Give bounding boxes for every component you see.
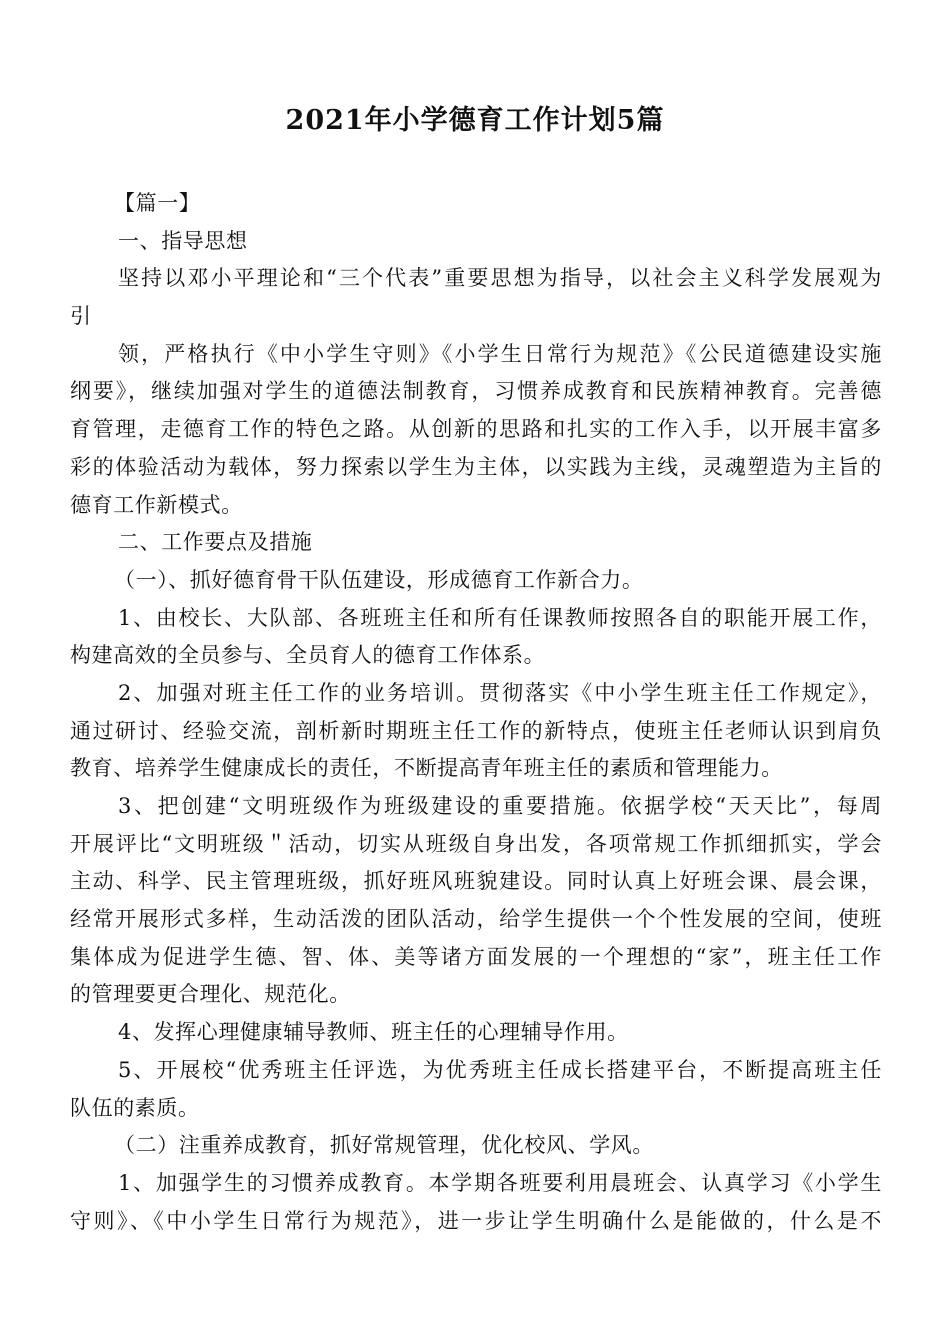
paragraph-line: 5、开展校“优秀班主任评选，为优秀班主任成长搭建平台，不断提高班主任 bbox=[118, 1057, 882, 1082]
paragraph-line: 教育、培养学生健康成长的责任，不断提高青年班主任的素质和管理能力。 bbox=[70, 756, 783, 781]
paragraph-line: 引 bbox=[70, 304, 92, 329]
paragraph-line: 领，严格执行《中小学生守则》《小学生日常行为规范》《公民道德建设实施 bbox=[118, 341, 882, 366]
heading-work-points: 二、工作要点及措施 bbox=[118, 530, 313, 555]
paragraph-line: 2、加强对班主任工作的业务培训。贯彻落实《中小学生班主任工作规定》， bbox=[118, 680, 882, 705]
paragraph-line: 构建高效的全员参与、全员育人的德育工作体系。 bbox=[70, 643, 546, 668]
subheading-line: （一）、抓好德育骨干队伍建设，形成德育工作新合力。 bbox=[114, 567, 644, 592]
paragraph-line: 育管理，走德育工作的特色之路。从创新的思路和扎实的工作入手，以开展丰富多 bbox=[70, 417, 882, 442]
section-label: 【篇一】 bbox=[114, 191, 201, 215]
paragraph-line: 坚持以邓小平理论和“三个代表”重要思想为指导，以社会主义科学发展观为 bbox=[118, 266, 882, 291]
paragraph-line: 1、加强学生的习惯养成教育。本学期各班要利用晨班会、认真学习《小学生 bbox=[118, 1170, 882, 1195]
paragraph-line: 的管理要更合理化、规范化。 bbox=[70, 982, 351, 1007]
document-body bbox=[70, 185, 882, 1240]
paragraph-line: 经常开展形式多样，生动活泼的团队活动，给学生提供一个个性发展的空间，使班 bbox=[70, 907, 882, 932]
paragraph-line: 开展评比“文明班级＂活动，切实从班级自身出发，各项常规工作抓细抓实，学会 bbox=[70, 831, 882, 856]
paragraph-line: 集体成为促进学生德、智、体、美等诸方面发展的一个理想的“家”，班主任工作 bbox=[70, 944, 882, 969]
subheading-line: （二）注重养成教育，抓好常规管理，优化校风、学风。 bbox=[114, 1133, 654, 1158]
heading-guiding-ideology: 一、指导思想 bbox=[118, 228, 248, 253]
paragraph-line: 德育工作新模式。 bbox=[70, 492, 243, 517]
paragraph-line: 队伍的素质。 bbox=[70, 1095, 200, 1120]
paragraph-line: 彩的体验活动为载体，努力探索以学生为主体，以实践为主线，灵魂塑造为主旨的 bbox=[70, 454, 882, 479]
paragraph-line: 主动、科学、民主管理班级，抓好班风班貌建设。同时认真上好班会课、晨会课， bbox=[70, 869, 882, 894]
paragraph-line: 纲要》，继续加强对学生的道德法制教育，习惯养成教育和民族精神教育。完善德 bbox=[70, 379, 882, 404]
paragraph-line: 守则》、《中小学生日常行为规范》，进一步让学生明确什么是能做的，什么是不 bbox=[70, 1208, 882, 1233]
paragraph-line: 3、把创建“文明班级作为班级建设的重要措施。依据学校“天天比”，每周 bbox=[118, 794, 882, 818]
document-title: 2021年小学德育工作计划5篇 bbox=[285, 105, 665, 136]
paragraph-line: 4、发挥心理健康辅导教师、班主任的心理辅导作用。 bbox=[118, 1020, 629, 1045]
paragraph-line: 通过研讨、经验交流，剖析新时期班主任工作的新特点，使班主任老师认识到肩负 bbox=[70, 718, 882, 743]
paragraph-line: 1、由校长、大队部、各班班主任和所有任课教师按照各自的职能开展工作， bbox=[118, 605, 882, 630]
